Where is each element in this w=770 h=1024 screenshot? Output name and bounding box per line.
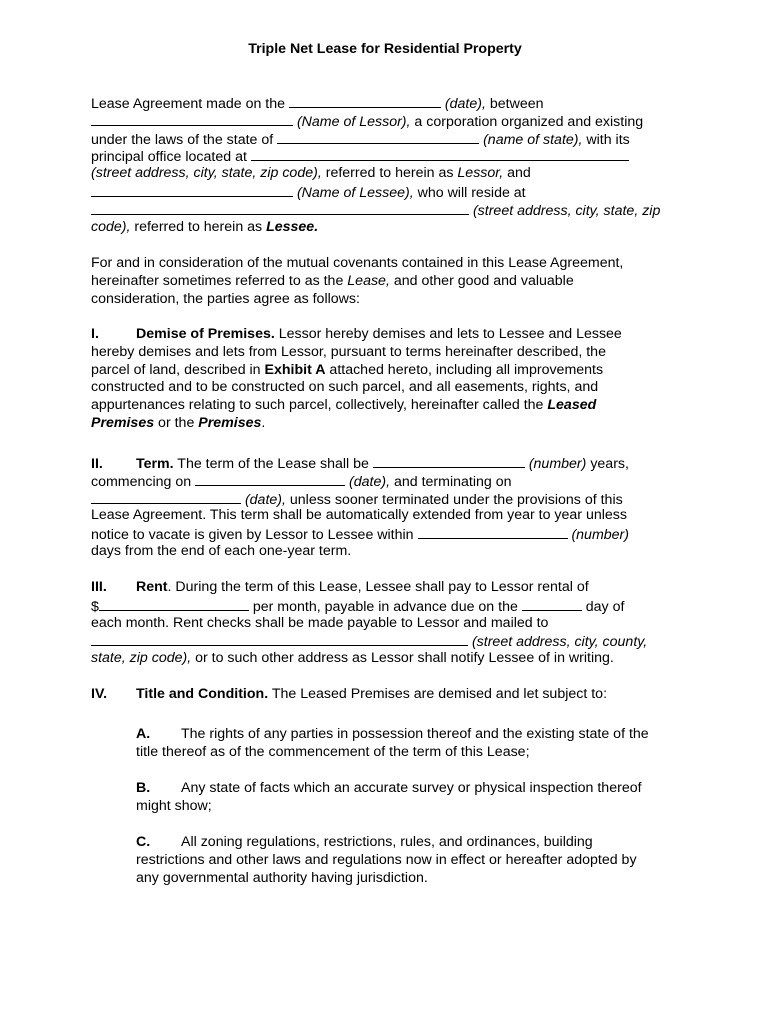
commence-date-blank — [195, 472, 345, 486]
intro-text: (Name of Lessor), — [293, 113, 411, 130]
subsection-a — [136, 726, 696, 762]
section-heading: Demise of Premises. — [136, 326, 275, 342]
section-title-condition — [91, 686, 691, 704]
consideration-text: Lease, — [347, 272, 390, 289]
payment-address-blank — [91, 632, 468, 646]
exhibit-reference: Exhibit A — [264, 361, 326, 378]
section-text: parcel of land, described in — [91, 361, 265, 378]
document-title: Triple Net Lease for Residential Property — [248, 41, 522, 57]
section-number: III. — [91, 579, 107, 595]
section-text: days from the end of each one-year term. — [91, 542, 352, 559]
intro-text: Lessor, — [457, 165, 504, 182]
section-number: II. — [91, 456, 103, 472]
section-text: (number) — [524, 456, 587, 472]
section-text: or to such other address as Lessor shall notify Lessee of in writing. — [191, 650, 614, 667]
section-text: years, — [586, 456, 629, 472]
intro-text: (street address, city, state, zip code), — [91, 165, 322, 182]
defined-term: Premises — [198, 414, 262, 431]
term-years-blank — [373, 454, 525, 468]
defined-term: Leased — [547, 397, 597, 414]
notice-days-blank — [418, 525, 568, 539]
section-text: state, zip code), — [91, 650, 192, 667]
subsection-number: C. — [136, 834, 151, 850]
intro-text: a corporation organized and existing — [410, 113, 644, 130]
subsection-number: A. — [136, 726, 151, 742]
section-number: I. — [91, 326, 99, 342]
section-heading: Rent — [136, 579, 168, 595]
intro-text: (Name of Lessee), — [293, 184, 414, 201]
section-text: each month. Rent checks shall be made payable to Lessor and mailed to — [91, 614, 549, 631]
consideration-paragraph — [91, 255, 691, 308]
section-text: appurtenances relating to such parcel, collectively, hereinafter called the — [91, 397, 548, 414]
intro-text: principal office located at — [91, 149, 251, 166]
intro-text: code), — [91, 218, 131, 235]
section-text: The term of the Lease shall be — [173, 456, 373, 472]
section-text: and terminating on — [390, 473, 512, 490]
section-rent — [91, 579, 691, 668]
lessor-name-blank — [91, 112, 293, 126]
consideration-text: For and in consideration of the mutual covenants contained in this Lease Agreement, — [91, 255, 624, 271]
section-text: commencing on — [91, 473, 196, 490]
subsection-b — [136, 780, 696, 816]
intro-text: referred to herein as — [130, 218, 267, 235]
rent-amount-blank — [99, 597, 249, 611]
section-demise — [91, 326, 691, 433]
intro-text: and — [503, 165, 531, 182]
subsection-text: The rights of any parties in possession thereof and the existing state of the — [181, 726, 649, 742]
office-address-blank — [251, 147, 629, 161]
section-text: Lease Agreement. This term shall be automatically extended from year to year unless — [91, 507, 627, 524]
intro-text: (street address, city, state, zip — [469, 202, 661, 219]
state-blank — [277, 130, 479, 144]
section-text: The Leased Premises are demised and let subject to: — [268, 686, 608, 702]
section-text: unless sooner terminated under the provisions of this — [285, 491, 623, 508]
section-term — [91, 454, 691, 561]
subsection-text: might show; — [136, 797, 212, 814]
section-text: . — [261, 414, 266, 431]
section-text: (number) — [567, 527, 629, 544]
intro-paragraph — [91, 94, 691, 236]
intro-text: under the laws of the state of — [91, 131, 278, 148]
lessee-address-blank — [91, 201, 469, 215]
section-text: attached hereto, including all improvements — [325, 361, 604, 378]
section-text: (date), — [345, 473, 391, 490]
subsection-text: restrictions and other laws and regulations now in effect or hereafter adopted by — [136, 851, 637, 868]
terminate-date-blank — [91, 490, 241, 504]
consideration-text: and other good and valuable — [389, 272, 574, 289]
section-text: . During the term of this Lease, Lessee shall pay to Lessor rental of — [167, 579, 589, 595]
lessee-name-blank — [91, 183, 293, 197]
consideration-text: hereinafter sometimes referred to as the — [91, 272, 348, 289]
section-text: Lessor hereby demises and lets to Lessee and Lessee — [274, 326, 622, 342]
section-heading: Title and Condition. — [136, 686, 269, 702]
subsection-text: any governmental authority having jurisdiction. — [136, 869, 428, 886]
subsection-text: title thereof as of the commencement of the term of this Lease; — [136, 743, 530, 760]
intro-text: with its — [582, 131, 630, 148]
intro-text: between — [485, 96, 544, 112]
subsection-text: Any state of facts which an accurate survey or physical inspection thereof — [181, 780, 642, 796]
section-number: IV. — [91, 686, 108, 702]
defined-term: Premises — [91, 414, 155, 431]
intro-text: Lease Agreement made on the — [91, 96, 289, 112]
section-text: (date), — [241, 491, 286, 508]
date-blank — [289, 94, 441, 108]
intro-text: who will reside at — [413, 184, 526, 201]
intro-text: (name of state), — [479, 131, 583, 148]
intro-text: referred to herein as — [321, 165, 458, 182]
subsection-text: All zoning regulations, restrictions, rules, and ordinances, building — [181, 834, 593, 850]
consideration-text: consideration, the parties agree as follows: — [91, 290, 360, 307]
section-text: constructed and to be constructed on such parcel, and all easements, rights, and — [91, 379, 599, 396]
intro-text: (date), — [440, 96, 486, 112]
intro-text: Lessee. — [266, 218, 319, 235]
section-text: per month, payable in advance due on the — [248, 598, 522, 615]
subsection-number: B. — [136, 780, 151, 796]
section-text: or the — [154, 414, 199, 431]
section-text: $ — [91, 598, 99, 615]
section-text: notice to vacate is given by Lessor to Lessee within — [91, 527, 418, 544]
subsection-c — [136, 834, 696, 887]
due-day-blank — [522, 597, 582, 611]
section-text: (street address, city, county, — [468, 634, 648, 651]
section-heading: Term. — [136, 456, 174, 472]
section-text: hereby demises and lets from Lessor, pursuant to terms hereinafter described, the — [91, 343, 606, 360]
section-text: day of — [581, 598, 625, 615]
